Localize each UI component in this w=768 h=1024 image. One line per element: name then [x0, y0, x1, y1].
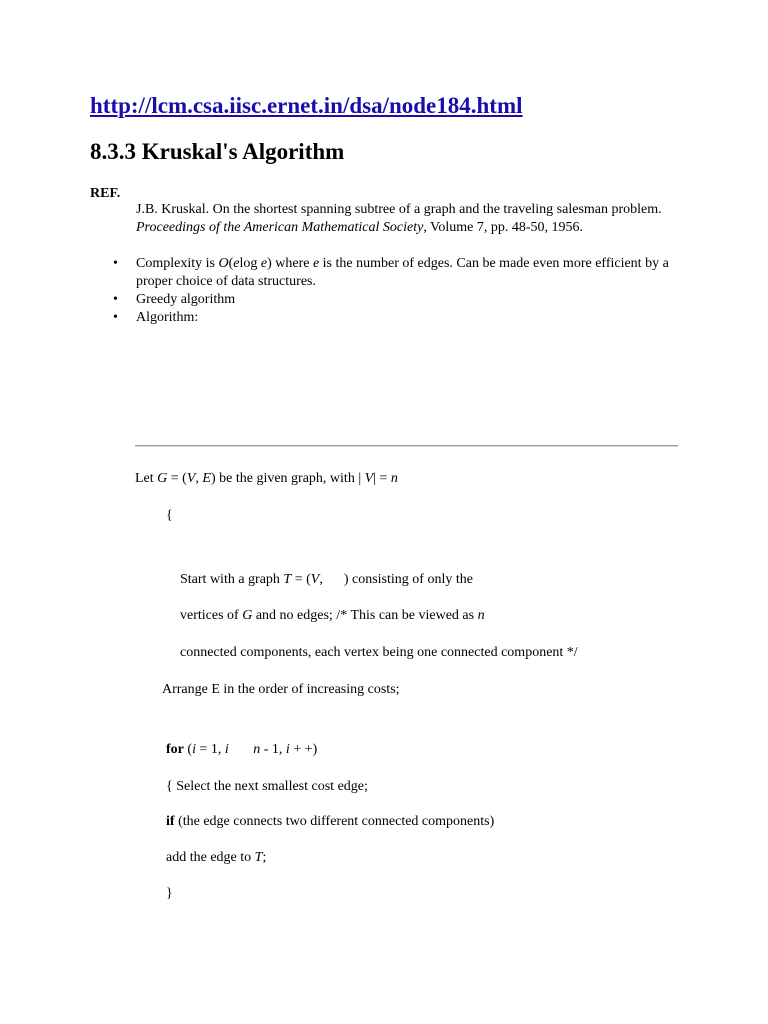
algo-add-line: add the edge to T; [166, 850, 267, 865]
algo-close-brace: } [166, 886, 173, 901]
reference-citation: J.B. Kruskal. On the shortest spanning subtree of a graph and the traveling salesman problem. Proceedings of the American Mathematical Society, Volume 7, pp. 48-50, 1956. [136, 202, 662, 235]
list-item-greedy: • Greedy algorithm [113, 292, 236, 307]
list-item-complexity: • Complexity is O(elog e) where e is the number of edges. Can be made even more efficient by a proper choice of data structures. [113, 256, 669, 289]
algo-vertices-line: vertices of G and no edges; /* This can be viewed as n [180, 608, 485, 623]
journal-name: Proceedings of the American Mathematical Society [136, 220, 424, 235]
source-link[interactable]: http://lcm.csa.iisc.ernet.in/dsa/node184.html [90, 93, 523, 118]
algo-select-line: { Select the next smallest cost edge; [166, 779, 368, 794]
algo-arrange-line: Arrange E in the order of increasing costs; [162, 682, 400, 697]
list-item-algorithm: • Algorithm: [113, 310, 199, 325]
algo-if-line: if (the edge connects two different connected components) [166, 814, 495, 829]
ref-label: REF. [90, 186, 121, 201]
algo-open-brace: { [166, 508, 173, 523]
algo-connected-line: connected components, each vertex being one connected component */ [180, 645, 578, 660]
horizontal-rule [135, 445, 678, 447]
algo-start-line: Start with a graph T = (V, ) consisting of only the [180, 572, 473, 587]
bullet-list [113, 255, 673, 327]
algo-for-line: for (i = 1, i n - 1, i + +) [166, 742, 318, 757]
algo-let-line: Let G = (V, E) be the given graph, with | V| = n [135, 471, 398, 486]
page-title: 8.3.3 Kruskal's Algorithm [90, 139, 345, 164]
